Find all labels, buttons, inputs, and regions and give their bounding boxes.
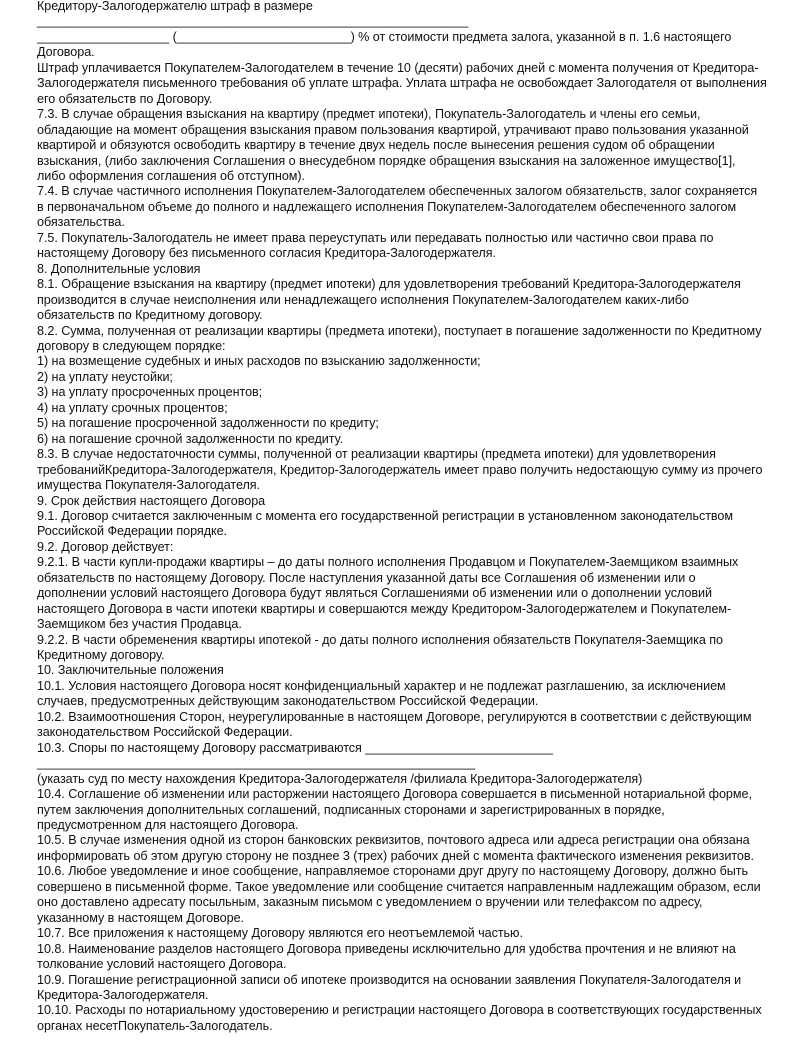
clause-9-1: 9.1. Договор считается заключенным с момента его государственной регистрации в установленном законодательством Российской Федерации порядке. bbox=[37, 508, 733, 539]
clause-8-2: 8.2. Сумма, полученная от реализации квартиры (предмета ипотеки), поступает в погашение задолженности по Кредитному договору в следующем порядке: bbox=[37, 323, 762, 353]
court-blank-line: _______________________________________________________________ bbox=[37, 756, 476, 771]
clause-7-5: 7.5. Покупатель-Залогодатель не имеет права переуступать или передавать полностью или частично свои права по настоящему Договору без письменного согласия Кредитора-Залогодержателя. bbox=[37, 230, 714, 261]
clause-8-2-item-6: 6) на погашение срочной задолженности по кредиту. bbox=[37, 431, 344, 446]
clause-10-8: 10.8. Наименование разделов настоящего Договора приведены исключительно для удобства прочтения и не влияют на толкование условий настоящего Договора. bbox=[37, 941, 736, 972]
clause-9-2: 9.2. Договор действует: bbox=[37, 539, 174, 554]
clause-8-3: 8.3. В случае недостаточности суммы, полученной от реализации квартиры (предмета ипотеки) для удовлетворения требованийКредитора-Залогодержателя, Кредитор-Залогодержатель имеет право получить недостающую сумму из прочего имущества Покупателя-Залогодателя. bbox=[37, 447, 763, 493]
clause-8-2-item-1: 1) на возмещение судебных и иных расходов по взысканию задолженности; bbox=[37, 354, 481, 369]
clause-8-1: 8.1. Обращение взыскания на квартиру (предмет ипотеки) для удовлетворения требований Кредитора-Залогодержателя производится в случае неисполнения или ненадлежащего исполнения Покупателем-Залогодателем каких-либо обязательств по Кредитному договору. bbox=[37, 277, 741, 323]
clause-7-3: 7.3. В случае обращения взыскания на квартиру (предмет ипотеки), Покупатель-Залогодатель и члены его семьи, обладающие на момент обращения взыскания правом пользования квартирой, утрачивают право пользования указанной квартирой и обязуются освободить квартиру в течение двух недель после вынесения решения судом об обращении взыскания, (либо заключения Соглашения о внесудебном порядке обращения взыскания на заложенное имущество[1], либо оформления соглашения об отступном). bbox=[37, 107, 749, 183]
fine-payment-paragraph: Штраф уплачивается Покупателем-Залогодателем в течение 10 (десяти) рабочих дней с момента получения от Кредитора-Залогодержателя письменного требования об уплате штрафа. Уплата штрафа не освобождает Залогодателя от выполнения его обязательств по Договору. bbox=[37, 60, 767, 106]
clause-7-4: 7.4. В случае частичного исполнения Покупателем-Залогодателем обеспеченных залогом обязательств, залог сохраняется в первоначальном объеме до полного и надлежащего исполнения Покупателем-Залогодателем обеспеченного залогом обязательства. bbox=[37, 184, 758, 230]
court-note: (указать суд по месту нахождения Кредитора-Залогодержателя /филиала Кредитора-Залогодержателя) bbox=[37, 771, 643, 786]
clause-10-6: 10.6. Любое уведомление и иное сообщение, направляемое сторонами друг другу по настоящему Договору, должно быть совершено в письменной форме. Такое уведомление или сообщение считается направленным надлежащим образом, если оно доставлено адресату посыльным, заказным письмом с уведомлением о вручении или телефаксом по адресу, указанному в настоящем Договоре. bbox=[37, 864, 761, 925]
clause-10-2: 10.2. Взаимоотношения Сторон, неурегулированные в настоящем Договоре, регулируются в соответствии с действующим законодательством Российской Федерации. bbox=[37, 709, 752, 740]
clause-8-2-item-4: 4) на уплату срочных процентов; bbox=[37, 400, 228, 415]
fine-intro-paragraph: Кредитору-Залогодержателю штраф в размере bbox=[37, 0, 313, 13]
clause-10-10: 10.10. Расходы по нотариальному удостоверению и регистрации настоящего Договора в соответствующих государственных органах несетПокупатель-Залогодатель. bbox=[37, 1003, 762, 1033]
clause-10-3: 10.3. Споры по настоящему Договору рассматриваются ___________________________ bbox=[37, 740, 554, 755]
clause-8-2-item-3: 3) на уплату просроченных процентов; bbox=[37, 385, 263, 400]
fine-amount-paragraph: ___________________ (_________________________) % от стоимости предмета залога, указанной в п. 1.6 настоящего Договора. bbox=[37, 29, 732, 60]
clause-9-2-2: 9.2.2. В части обременения квартиры ипотекой - до даты полного исполнения обязательств Покупателя-Заемщика по Кредитному договору. bbox=[37, 632, 723, 663]
clause-10-5: 10.5. В случае изменения одной из сторон банковских реквизитов, почтового адреса или адреса регистрации она обязана информировать об этом другую сторону не позднее 3 (трех) рабочих дней с момента фактического изменения реквизитов. bbox=[37, 833, 754, 863]
section-10-heading: 10. Заключительные положения bbox=[37, 663, 224, 678]
fine-blank-line: ______________________________________________________________ bbox=[37, 14, 469, 29]
clause-9-2-1: 9.2.1. В части купли-продажи квартиры – до даты полного исполнения Продавцом и Покупателем-Заемщиком взаимных обязательств по настоящему Договору. После наступления указанной даты все Соглашения об изменении или о дополнении условий настоящего Договора будут являться Соглашениями об изменении или о дополнении условий настоящего Договора в части ипотеки квартиры и совершаются между Кредитором-Залогодержателем и Покупателем-Заемщиком без участия Продавца. bbox=[37, 555, 739, 632]
clause-10-7: 10.7. Все приложения к настоящему Договору являются его неотъемлемой частью. bbox=[37, 926, 523, 941]
clause-10-4: 10.4. Соглашение об изменении или расторжении настоящего Договора совершается в письменной нотариальной форме, путем заключения дополнительных соглашений, подписанных сторонами и зарегистрированных в порядке, предусмотренном для настоящего Договора. bbox=[37, 787, 752, 833]
clause-10-9: 10.9. Погашение регистрационной записи об ипотеке производится на основании заявления Покупателя-Залогодателя и Кредитора-Залогодержателя. bbox=[37, 972, 742, 1002]
clause-8-2-item-2: 2) на уплату неустойки; bbox=[37, 369, 173, 384]
section-9-heading: 9. Срок действия настоящего Договора bbox=[37, 493, 266, 508]
section-8-heading: 8. Дополнительные условия bbox=[37, 261, 201, 276]
clause-10-1: 10.1. Условия настоящего Договора носят конфиденциальный характер и не подлежат разглашению, за исключением случаев, предусмотренных действующим законодательством Российской Федерации. bbox=[37, 678, 726, 709]
clause-8-2-item-5: 5) на погашение просроченной задолженности по кредиту; bbox=[37, 416, 379, 431]
